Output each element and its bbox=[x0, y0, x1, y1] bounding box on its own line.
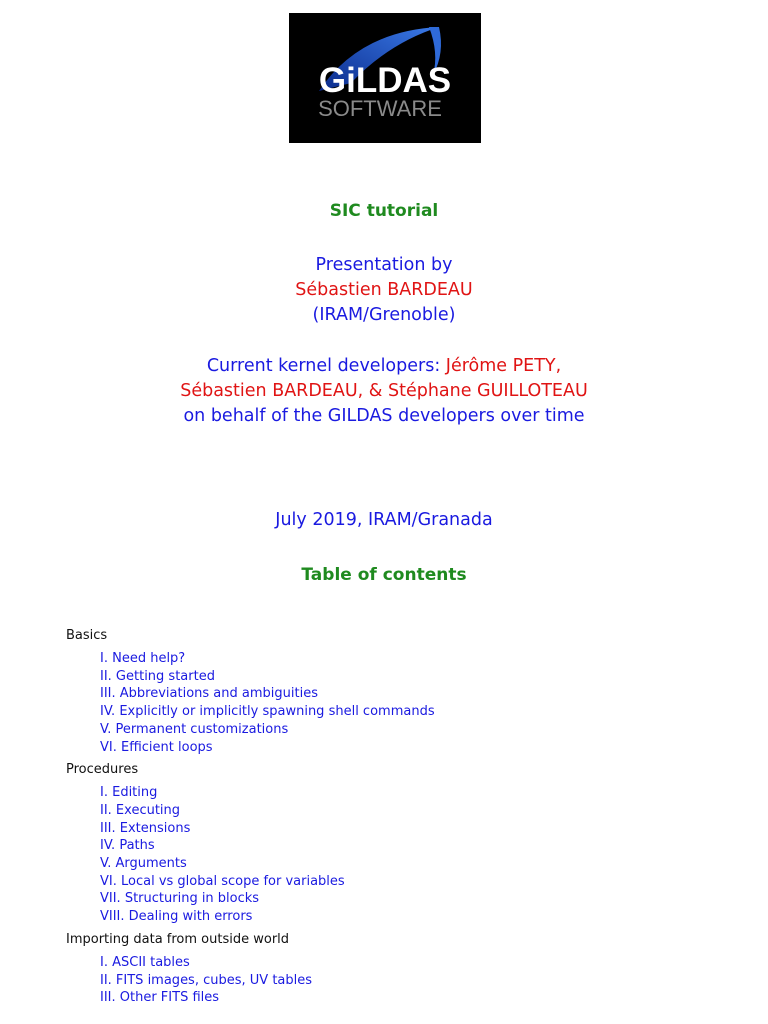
toc-item[interactable]: III. Other FITS files bbox=[100, 990, 220, 1006]
toc-item[interactable]: I. ASCII tables bbox=[100, 954, 190, 970]
gildas-logo bbox=[289, 13, 481, 143]
toc-item[interactable]: I. Need help? bbox=[100, 651, 186, 666]
toc-item[interactable]: VII. Structuring in blocks bbox=[100, 891, 260, 907]
toc-item[interactable]: VI. Efficient loops bbox=[100, 739, 213, 755]
toc-item[interactable]: II. Getting started bbox=[100, 668, 215, 684]
page-title: SIC tutorial bbox=[329, 201, 439, 221]
developers-line1 bbox=[0, 354, 768, 380]
toc-section-importing: Importing data from outside world bbox=[66, 931, 290, 947]
toc-item[interactable]: II. Executing bbox=[100, 802, 181, 818]
toc-item[interactable]: V. Arguments bbox=[100, 856, 187, 872]
presenter-affiliation: (IRAM/Grenoble) bbox=[312, 305, 456, 325]
toc-title: Table of contents bbox=[301, 565, 467, 585]
toc-item[interactable]: VI. Local vs global scope for variables bbox=[100, 873, 345, 889]
toc-item[interactable]: IV. Paths bbox=[100, 838, 155, 854]
logo-line1: GiLDAS bbox=[318, 61, 452, 100]
toc-section-procedures: Procedures bbox=[66, 762, 139, 778]
toc-item[interactable]: V. Permanent customizations bbox=[100, 721, 289, 737]
toc-section-importing-items bbox=[100, 954, 746, 1007]
presenter-name: Sébastien BARDEAU bbox=[295, 280, 473, 300]
developer-name-1: Jérôme PETY, bbox=[445, 356, 562, 376]
developers-line2: Sébastien BARDEAU, & Stéphane GUILLOTEAU bbox=[180, 381, 588, 401]
toc-section-basics-items bbox=[100, 650, 746, 756]
toc-item[interactable]: VIII. Dealing with errors bbox=[100, 909, 253, 925]
toc-item[interactable]: IV. Explicitly or implicitly spawning shell commands bbox=[100, 704, 435, 720]
toc-section-procedures-items bbox=[100, 784, 746, 926]
table-of-contents bbox=[66, 627, 746, 1012]
logo-line2: SOFTWARE bbox=[318, 96, 442, 121]
presentation-date: July 2019, IRAM/Granada bbox=[275, 510, 493, 530]
developers-behalf: on behalf of the GILDAS developers over time bbox=[183, 406, 585, 426]
toc-item[interactable]: II. FITS images, cubes, UV tables bbox=[100, 972, 313, 988]
toc-item[interactable]: I. Editing bbox=[100, 785, 158, 801]
developers-label: Current kernel developers: bbox=[206, 356, 441, 376]
toc-item[interactable]: III. Extensions bbox=[100, 820, 191, 836]
presentation-by: Presentation by bbox=[315, 255, 453, 275]
toc-section-basics: Basics bbox=[66, 628, 108, 643]
toc-item[interactable]: III. Abbreviations and ambiguities bbox=[100, 686, 318, 702]
gildas-logo-graphic bbox=[289, 13, 481, 143]
